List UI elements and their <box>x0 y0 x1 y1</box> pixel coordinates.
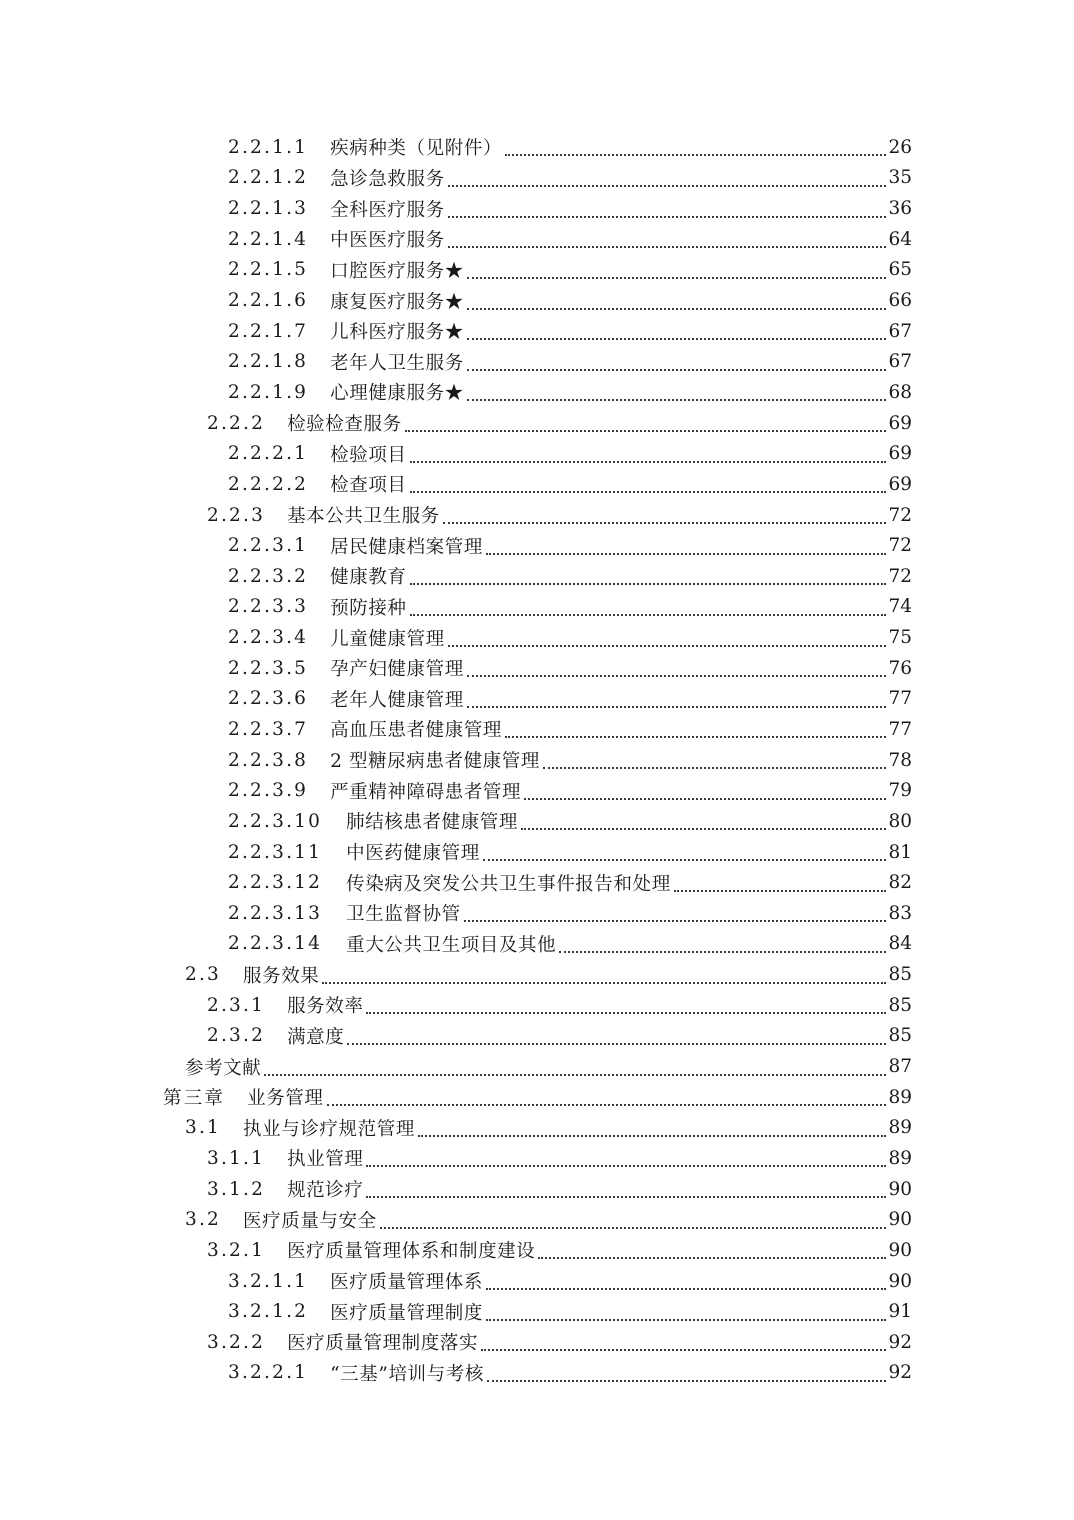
toc-entry-page-number: 85 <box>888 1025 912 1047</box>
toc-entry-page-number: 26 <box>888 136 912 158</box>
toc-entry-title: 检查项目 <box>330 475 407 497</box>
toc-entry-page-number: 69 <box>888 443 912 465</box>
toc-entry-page-number: 67 <box>888 351 912 373</box>
toc-dot-leader <box>486 1268 887 1290</box>
toc-entry-title: 传染病及突发公共卫生事件报告和处理 <box>346 873 671 895</box>
toc-entry[interactable] <box>228 745 912 776</box>
toc-entry-page-number: 90 <box>888 1239 912 1261</box>
toc-entry-number: 2.2.3.4 <box>228 627 309 649</box>
toc-row <box>0 1296 1074 1327</box>
toc-entry-number: 3.2.1 <box>207 1239 266 1261</box>
toc-entry-title: 服务效果 <box>243 965 320 987</box>
toc-dot-leader <box>486 1299 887 1321</box>
toc-entry-page-number: 85 <box>888 964 912 986</box>
toc-row <box>0 929 1074 960</box>
toc-dot-leader <box>327 1084 887 1106</box>
toc-entry-page-number: 84 <box>888 933 912 955</box>
toc-dot-leader <box>467 288 887 310</box>
toc-row <box>0 224 1074 255</box>
toc-entry-number: 2.2.2.2 <box>228 473 309 495</box>
toc-row <box>0 592 1074 623</box>
toc-entry-page-number: 92 <box>888 1331 912 1353</box>
toc-entry-title: 服务效率 <box>287 996 364 1018</box>
toc-row <box>0 1174 1074 1205</box>
toc-dot-leader <box>467 257 887 279</box>
toc-entry-number: 2.2.3.5 <box>228 657 309 679</box>
toc-entry-title: 2 型糖尿病患者健康管理 <box>330 751 540 773</box>
toc-entry-title: 急诊急救服务 <box>330 168 445 190</box>
toc-entry[interactable] <box>228 346 912 377</box>
toc-entry[interactable] <box>228 622 912 653</box>
toc-entry-title: 规范诊疗 <box>287 1180 364 1202</box>
toc-row <box>0 408 1074 439</box>
toc-dot-leader <box>418 1115 887 1137</box>
toc-entry[interactable] <box>207 1327 912 1358</box>
toc-entry[interactable] <box>185 959 912 990</box>
toc-dot-leader <box>448 625 887 647</box>
toc-entry-page-number: 35 <box>888 167 912 189</box>
toc-entry-number: 3.2.1.1 <box>228 1270 309 1292</box>
toc-entry-page-number: 90 <box>888 1270 912 1292</box>
toc-entry-number: 2.2.3.6 <box>228 688 309 710</box>
toc-entry-number: 2.2.3.13 <box>228 902 323 924</box>
toc-entry-title: 老年人健康管理 <box>330 689 464 711</box>
toc-entry-number: 2.2.3.12 <box>228 872 323 894</box>
toc-entry[interactable] <box>228 285 912 316</box>
toc-entry[interactable] <box>185 1113 912 1144</box>
toc-entry-title: 孕产妇健康管理 <box>330 659 464 681</box>
toc-entry-page-number: 91 <box>888 1301 912 1323</box>
toc-entry-number: 2.2.1.6 <box>228 290 309 312</box>
toc-entry-title: 中医医疗服务 <box>330 230 445 252</box>
toc-entry-page-number: 68 <box>888 381 912 403</box>
toc-row <box>0 622 1074 653</box>
toc-dot-leader <box>559 931 886 953</box>
toc-entry[interactable] <box>228 929 912 960</box>
toc-dot-leader <box>467 349 887 371</box>
toc-dot-leader <box>322 962 886 984</box>
toc-entry-title: 高血压患者健康管理 <box>330 720 503 742</box>
toc-row <box>0 346 1074 377</box>
toc-entry-number: 3.1 <box>185 1117 222 1139</box>
toc-dot-leader <box>443 502 887 524</box>
toc-entry-number: 2.3.2 <box>207 1025 266 1047</box>
toc-entry-page-number: 72 <box>888 535 912 557</box>
toc-dot-leader <box>543 747 886 769</box>
toc-entry-page-number: 85 <box>888 994 912 1016</box>
toc-row <box>0 316 1074 347</box>
toc-entry-number: 2.2.3.9 <box>228 780 309 802</box>
toc-row <box>0 684 1074 715</box>
toc-dot-leader <box>505 134 886 156</box>
toc-entry-title: 执业与诊疗规范管理 <box>243 1118 415 1140</box>
toc-row <box>0 1327 1074 1358</box>
toc-dot-leader <box>486 533 887 555</box>
toc-entry-page-number: 66 <box>888 290 912 312</box>
toc-dot-leader <box>380 1207 887 1229</box>
toc-entry[interactable] <box>185 1204 912 1235</box>
toc-dot-leader <box>467 655 887 677</box>
toc-row <box>0 714 1074 745</box>
toc-entry-title: 口腔医疗服务★ <box>330 260 464 282</box>
toc-entry[interactable] <box>207 990 912 1021</box>
toc-entry[interactable] <box>228 132 912 163</box>
toc-entry-number: 2.2.3 <box>207 504 266 526</box>
toc-dot-leader <box>448 226 887 248</box>
toc-entry[interactable] <box>207 408 912 439</box>
toc-entry-title: 重大公共卫生项目及其他 <box>346 934 557 956</box>
toc-entry-page-number: 76 <box>888 657 912 679</box>
toc-entry-number: 2.2.2 <box>207 412 266 434</box>
toc-row <box>0 255 1074 286</box>
toc-entry[interactable] <box>228 224 912 255</box>
toc-dot-leader <box>464 900 887 922</box>
table-of-contents <box>0 132 1074 1388</box>
toc-dot-leader <box>505 716 886 738</box>
toc-dot-leader <box>366 1176 886 1198</box>
toc-entry-title: 儿科医疗服务★ <box>330 322 464 344</box>
toc-row <box>0 1266 1074 1297</box>
toc-entry-page-number: 77 <box>888 718 912 740</box>
toc-entry-page-number: 69 <box>888 412 912 434</box>
toc-row <box>0 530 1074 561</box>
toc-entry-page-number: 74 <box>888 596 912 618</box>
toc-dot-leader <box>405 410 887 432</box>
toc-row <box>0 285 1074 316</box>
toc-entry[interactable] <box>228 837 912 868</box>
toc-entry-number: 2.2.1.7 <box>228 320 309 342</box>
toc-entry[interactable] <box>163 1082 912 1113</box>
toc-row <box>0 1358 1074 1389</box>
toc-dot-leader <box>538 1237 886 1259</box>
toc-entry-page-number: 72 <box>888 504 912 526</box>
toc-row <box>0 1082 1074 1113</box>
toc-dot-leader <box>467 379 887 401</box>
toc-entry[interactable] <box>207 1174 912 1205</box>
toc-entry[interactable] <box>228 867 912 898</box>
toc-dot-leader <box>524 778 886 800</box>
toc-entry-number: 2.2.1.9 <box>228 381 309 403</box>
toc-entry-title: 卫生监督协管 <box>346 904 461 926</box>
toc-entry-number: 2.2.2.1 <box>228 443 309 465</box>
toc-entry-number: 2.2.3.3 <box>228 596 309 618</box>
toc-entry-title: 业务管理 <box>247 1088 324 1110</box>
toc-entry-title: 疾病种类（见附件） <box>330 138 503 160</box>
toc-entry-number: 3.1.2 <box>207 1178 266 1200</box>
toc-entry[interactable] <box>228 1266 912 1297</box>
toc-dot-leader <box>264 1054 886 1076</box>
toc-entry-number: 2.2.3.14 <box>228 933 323 955</box>
toc-dot-leader <box>467 686 887 708</box>
toc-entry-number: 2.2.3.11 <box>228 841 323 863</box>
toc-entry-page-number: 79 <box>888 780 912 802</box>
toc-entry-page-number: 89 <box>888 1147 912 1169</box>
toc-entry-number: 3.1.1 <box>207 1147 266 1169</box>
toc-entry-title: 医疗质量与安全 <box>243 1210 377 1232</box>
toc-dot-leader <box>521 808 886 830</box>
toc-dot-leader <box>674 870 887 892</box>
toc-entry-title: 严重精神障碍患者管理 <box>330 781 522 803</box>
toc-dot-leader <box>410 471 887 493</box>
toc-entry-page-number: 75 <box>888 627 912 649</box>
toc-entry-number: 第三章 <box>163 1088 226 1110</box>
toc-entry-number: 2.2.3.10 <box>228 810 323 832</box>
toc-entry-title: 检验检查服务 <box>287 414 402 436</box>
toc-entry-title: 医疗质量管理体系 <box>330 1272 483 1294</box>
toc-entry[interactable] <box>207 1143 912 1174</box>
toc-row <box>0 990 1074 1021</box>
toc-dot-leader <box>366 992 886 1014</box>
toc-row <box>0 1204 1074 1235</box>
toc-row <box>0 1113 1074 1144</box>
toc-entry[interactable] <box>207 500 912 531</box>
toc-entry[interactable] <box>228 898 912 929</box>
toc-entry[interactable] <box>228 377 912 408</box>
toc-row <box>0 1021 1074 1052</box>
toc-entry[interactable] <box>228 193 912 224</box>
toc-entry-number: 3.2 <box>185 1209 222 1231</box>
toc-entry[interactable] <box>228 653 912 684</box>
toc-entry[interactable] <box>207 1021 912 1052</box>
toc-row <box>0 806 1074 837</box>
toc-entry-title: “三基”培训与考核 <box>330 1363 484 1385</box>
toc-entry-page-number: 87 <box>888 1056 912 1078</box>
toc-entry-page-number: 36 <box>888 198 912 220</box>
toc-row <box>0 163 1074 194</box>
toc-dot-leader <box>347 1023 886 1045</box>
toc-entry-number: 2.2.3.7 <box>228 718 309 740</box>
toc-entry-title: 基本公共卫生服务 <box>287 506 440 527</box>
toc-entry[interactable] <box>228 1358 912 1389</box>
toc-entry-number: 2.3.1 <box>207 994 266 1016</box>
toc-entry-title: 全科医疗服务 <box>330 199 445 221</box>
toc-entry[interactable] <box>228 714 912 745</box>
toc-entry[interactable] <box>228 684 912 715</box>
toc-row <box>0 653 1074 684</box>
toc-entry-number: 2.2.3.8 <box>228 749 309 771</box>
toc-entry-title: 健康教育 <box>330 567 407 589</box>
toc-entry-number: 2.2.1.8 <box>228 351 309 373</box>
toc-row <box>0 500 1074 531</box>
toc-entry-number: 3.2.2.1 <box>228 1362 309 1384</box>
toc-entry-title: 预防接种 <box>330 597 407 619</box>
toc-row <box>0 1051 1074 1082</box>
toc-entry[interactable] <box>228 255 912 286</box>
toc-dot-leader <box>410 441 887 463</box>
toc-entry[interactable] <box>228 806 912 837</box>
toc-entry-page-number: 82 <box>888 872 912 894</box>
toc-row <box>0 898 1074 929</box>
toc-entry-page-number: 72 <box>888 565 912 587</box>
toc-row <box>0 561 1074 592</box>
toc-entry-title: 心理健康服务★ <box>330 383 464 405</box>
toc-row <box>0 867 1074 898</box>
toc-row <box>0 1143 1074 1174</box>
toc-dot-leader <box>467 318 887 340</box>
toc-entry-number: 2.2.1.2 <box>228 167 309 189</box>
toc-entry-page-number: 80 <box>888 810 912 832</box>
toc-entry[interactable] <box>228 592 912 623</box>
toc-entry-title: 检验项目 <box>330 444 407 466</box>
toc-entry-page-number: 90 <box>888 1178 912 1200</box>
toc-entry-page-number: 64 <box>888 228 912 250</box>
toc-entry[interactable] <box>228 316 912 347</box>
toc-entry[interactable] <box>228 438 912 469</box>
toc-entry-number: 3.2.1.2 <box>228 1301 309 1323</box>
toc-entry[interactable] <box>207 1235 912 1266</box>
toc-entry-page-number: 90 <box>888 1209 912 1231</box>
toc-dot-leader <box>448 196 887 218</box>
toc-entry-page-number: 89 <box>888 1086 912 1108</box>
toc-entry-number: 2.3 <box>185 964 222 986</box>
toc-dot-leader <box>483 839 887 861</box>
toc-dot-leader <box>410 594 887 616</box>
toc-entry-number: 2.2.1.5 <box>228 259 309 281</box>
toc-row <box>0 775 1074 806</box>
toc-entry-page-number: 81 <box>888 841 912 863</box>
toc-entry-title: 居民健康档案管理 <box>330 536 483 558</box>
toc-dot-leader <box>481 1329 886 1351</box>
toc-entry-title: 老年人卫生服务 <box>330 352 464 374</box>
toc-dot-leader <box>410 563 887 585</box>
toc-entry-title: 执业管理 <box>287 1149 364 1171</box>
toc-entry-number: 2.2.1.4 <box>228 228 309 250</box>
toc-row <box>0 469 1074 500</box>
toc-entry-title: 肺结核患者健康管理 <box>346 812 518 834</box>
toc-entry[interactable] <box>228 469 912 500</box>
toc-entry-page-number: 78 <box>888 749 912 771</box>
toc-entry[interactable] <box>228 530 912 561</box>
toc-dot-leader <box>487 1360 887 1382</box>
toc-entry-page-number: 67 <box>888 320 912 342</box>
toc-entry-page-number: 65 <box>888 259 912 281</box>
toc-entry-title: 满意度 <box>287 1026 345 1048</box>
toc-entry-title: 参考文献 <box>185 1057 262 1079</box>
toc-entry-title: 康复医疗服务★ <box>330 291 464 313</box>
toc-row <box>0 193 1074 224</box>
toc-row <box>0 745 1074 776</box>
toc-entry[interactable] <box>228 1296 912 1327</box>
toc-entry-number: 3.2.2 <box>207 1331 266 1353</box>
toc-row <box>0 132 1074 163</box>
toc-entry-page-number: 89 <box>888 1117 912 1139</box>
toc-entry-page-number: 77 <box>888 688 912 710</box>
toc-entry-page-number: 83 <box>888 902 912 924</box>
toc-entry[interactable] <box>228 775 912 806</box>
toc-dot-leader <box>448 165 887 187</box>
toc-row <box>0 1235 1074 1266</box>
toc-entry-title: 儿童健康管理 <box>330 628 445 650</box>
toc-row <box>0 837 1074 868</box>
toc-row <box>0 959 1074 990</box>
toc-entry[interactable] <box>228 163 912 194</box>
toc-dot-leader <box>366 1145 886 1167</box>
toc-entry-page-number: 92 <box>888 1362 912 1384</box>
toc-entry-title: 中医药健康管理 <box>346 843 480 865</box>
toc-entry-number: 2.2.3.2 <box>228 565 309 587</box>
toc-entry-title: 医疗质量管理制度 <box>330 1302 483 1324</box>
toc-entry[interactable] <box>228 561 912 592</box>
toc-row <box>0 377 1074 408</box>
toc-entry-number: 2.2.1.1 <box>228 136 309 158</box>
toc-entry-number: 2.2.1.3 <box>228 198 309 220</box>
toc-entry-title: 医疗质量管理制度落实 <box>287 1333 479 1355</box>
toc-entry-title: 医疗质量管理体系和制度建设 <box>287 1241 536 1263</box>
toc-row <box>0 438 1074 469</box>
toc-entry[interactable] <box>185 1051 912 1082</box>
toc-entry-number: 2.2.3.1 <box>228 535 309 557</box>
toc-entry-page-number: 69 <box>888 473 912 495</box>
